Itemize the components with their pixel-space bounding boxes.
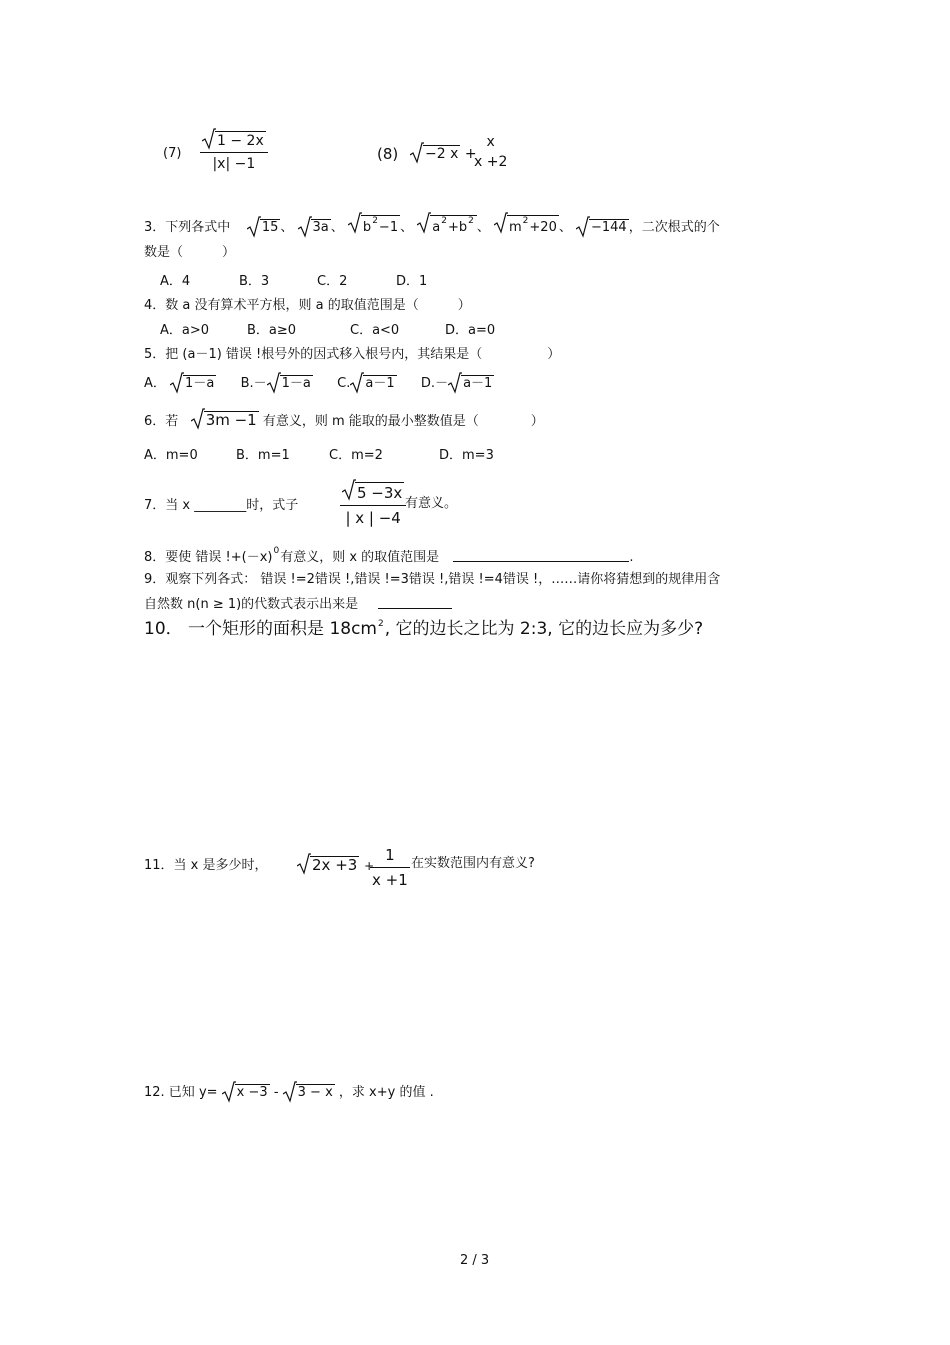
q11-numerator: 1 <box>385 846 395 864</box>
item-8-label: (8) <box>377 145 399 163</box>
q8-answer-blank[interactable] <box>453 549 629 562</box>
q3-line-2: 数是（ ） <box>144 245 236 260</box>
q4-option-b: B．a≥0 <box>247 323 297 338</box>
q3-option-d: D．1 <box>396 274 428 289</box>
q3-root-3: $b^2-1$ <box>362 216 399 235</box>
q11-sqrt: 2x +3 + <box>297 856 374 873</box>
q5-option-d-radicand: a－1 <box>463 376 493 391</box>
q7-lead: 7．当 x ________时，式子 <box>144 498 299 513</box>
q5-option-b-label: B.－ <box>240 376 267 391</box>
q9-answer-blank[interactable] <box>378 596 452 609</box>
q7-tail: 有意义。 <box>405 496 458 511</box>
q6-option-b: B．m=1 <box>236 448 290 463</box>
item-7-label: (7) <box>163 146 182 161</box>
q4-option-c: C．a<0 <box>350 323 400 338</box>
q11-denominator: x +1 <box>372 871 408 889</box>
q6-tail: 有意义，则 m 能取的最小整数值是（ ） <box>262 414 544 429</box>
item-7-radicand: 1 − 2x <box>217 133 264 149</box>
q5-options <box>144 375 494 390</box>
item-8-plus: + <box>464 146 477 162</box>
q6-option-c: C．m=2 <box>329 448 383 463</box>
q5-option-a-label: A． <box>144 376 166 391</box>
question-9-line2: 自然数 n(n ≥ 1)的代数式表示出来是 <box>144 596 452 611</box>
q3-root-2: 3a <box>312 220 329 235</box>
item-8-fraction <box>472 134 509 170</box>
q5-option-c-radicand: a－1 <box>365 376 395 391</box>
item-8-sqrt <box>410 145 477 161</box>
question-4: 4．数 a 没有算术平方根，则 a 的取值范围是（ ） <box>144 298 471 313</box>
q6-option-d: D．m=3 <box>439 448 494 463</box>
q3-root-1: 15 <box>261 220 279 235</box>
q11-radicand: 2x +3 <box>312 856 358 874</box>
q5-option-a-radicand: 1－a <box>185 376 215 391</box>
q4-option-a: A．a>0 <box>160 323 210 338</box>
q3-lead: 3．下列各式中 <box>144 220 231 235</box>
q3-option-b: B．3 <box>239 274 270 289</box>
item-7-fraction <box>200 131 268 172</box>
q7-radicand: 5 −3x <box>357 484 403 502</box>
q6-option-a: A．m=0 <box>144 448 198 463</box>
q11-tail: 在实数范围内有意义? <box>411 856 535 871</box>
q5-option-c-label: C. <box>337 376 351 391</box>
q5-option-b-radicand: 1－a <box>281 376 311 391</box>
q7-fraction <box>340 482 406 527</box>
q12-radicand-1: x −3 <box>236 1085 268 1100</box>
question-3: 3．下列各式中 15 、 3a 、 $b^2-1$ 、 $a^2+b^2$ 、 $m^2+20$ 、 −144 ，二次根式的个 <box>144 215 720 234</box>
q11-fraction <box>370 846 410 889</box>
q11-lead: 11．当 x 是多少时， <box>144 858 268 873</box>
item-8-denominator: x +2 <box>474 154 508 170</box>
question-10: 10． 一个矩形的面积是 $18cm^2$, 它的边长之比为 2:3, 它的边长应为多少? <box>144 619 704 639</box>
item-7-denominator: |x| −1 <box>212 156 256 172</box>
q3-root-5: $m^2+20$ <box>509 216 557 235</box>
question-6 <box>144 411 544 428</box>
question-5: 5．把 (a－1) 错误 !根号外的因式移入根号内，其结果是（ ） <box>144 347 561 362</box>
q4-option-d: D．a=0 <box>445 323 496 338</box>
item-8-radicand: −2 x <box>425 146 459 162</box>
q7-denominator: | x | −4 <box>345 509 401 527</box>
q6-lead: 6．若 <box>144 414 179 429</box>
q3-option-c: C．2 <box>317 274 348 289</box>
page-number: 2 / 3 <box>460 1253 490 1268</box>
item-8-numerator: x <box>486 134 495 150</box>
q6-radicand: 3m −1 <box>205 411 257 429</box>
q3-root-4: $a^2+b^2$ <box>430 215 477 234</box>
q5-option-d-label: D.－ <box>420 376 449 391</box>
question-8: 8．要使 错误 $!+(-x)^0$有意义，则 x 的取值范围是 . <box>144 546 634 565</box>
question-9-line1: 9．观察下列各式： 错误 !=2错误 !,错误 !=3错误 !,错误 !=4错误 !，……请你将猜想到的规律用含 <box>144 572 721 587</box>
q3-tail: ，二次根式的个 <box>628 220 720 235</box>
q12-radicand-2: 3 − x <box>297 1085 333 1100</box>
q3-root-6: −144 <box>591 220 627 235</box>
q3-option-a: A．4 <box>160 274 191 289</box>
question-12: 12. 已知 y= x −3 - 3 − x ，求 x+y 的值 . <box>144 1084 434 1099</box>
